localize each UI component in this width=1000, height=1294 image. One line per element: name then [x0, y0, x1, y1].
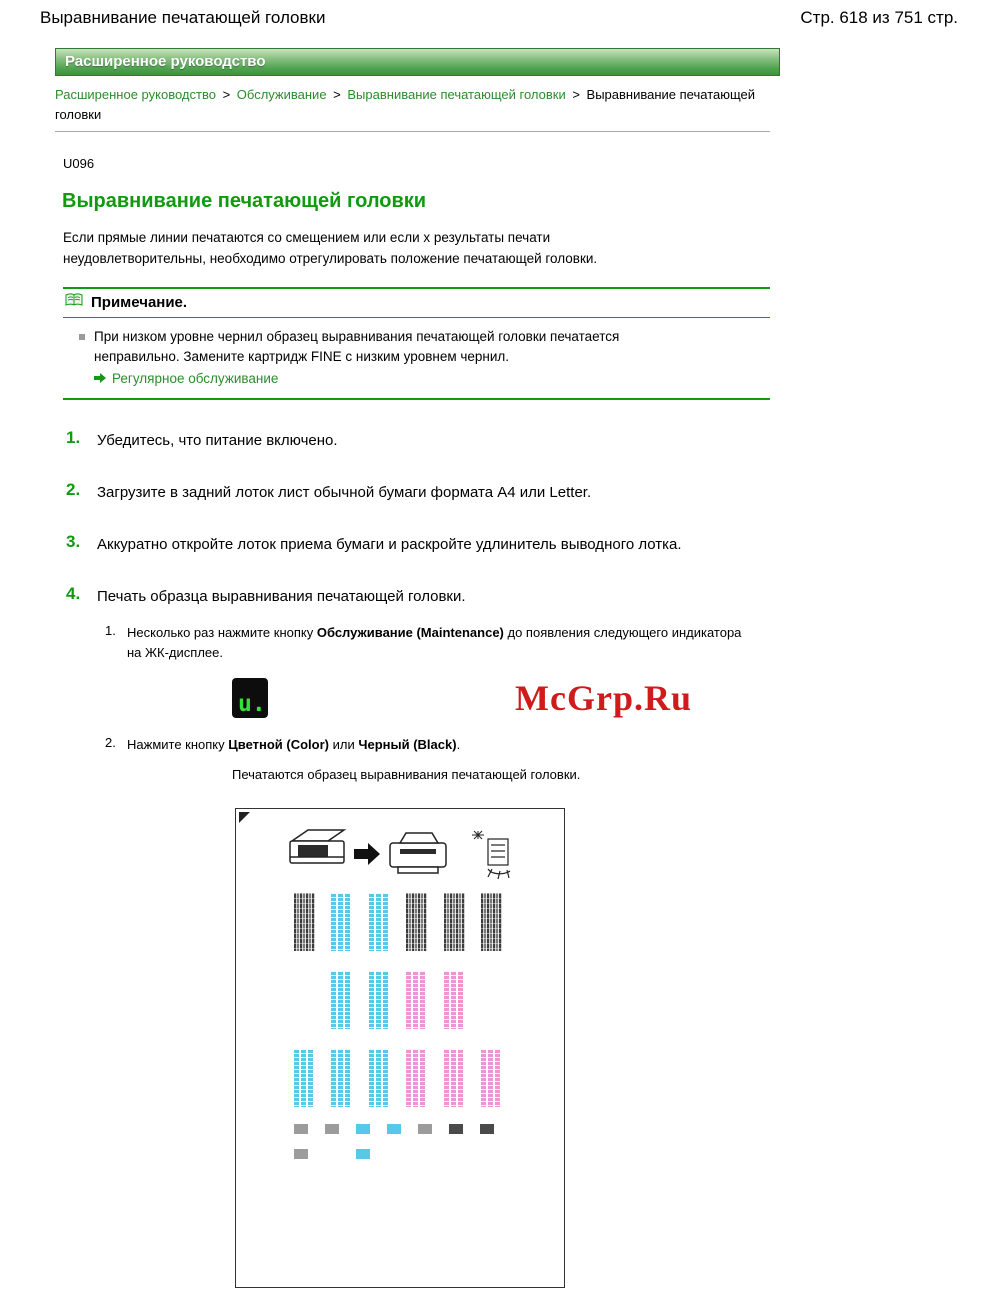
pattern-bar-cyan	[369, 893, 390, 951]
pattern-bar-cyan	[369, 1049, 390, 1107]
pattern-bar-dark	[406, 893, 427, 951]
page-title: Выравнивание печатающей головки	[62, 190, 427, 212]
pattern-bar-cyan	[294, 1049, 315, 1107]
lcd-row	[232, 677, 1000, 719]
substep-text-mid: или	[329, 736, 359, 752]
step-2	[66, 480, 1000, 504]
note-link-row	[94, 371, 770, 386]
substep-text-post: .	[456, 736, 461, 752]
breadcrumb-current: Выравнивание печатающей головки	[55, 87, 756, 122]
step-text: Убедитесь, что питание включено.	[97, 432, 338, 450]
pattern-square-cyan	[356, 1124, 370, 1134]
substep-1	[105, 623, 1000, 663]
pattern-square-cyan	[387, 1124, 401, 1134]
pattern-square-gray	[294, 1124, 308, 1134]
step-3	[66, 532, 1000, 556]
breadcrumb-link-maintenance[interactable]: Обслуживание	[236, 87, 327, 102]
color-button-label: Цветной (Color)	[228, 736, 329, 752]
substeps	[105, 623, 1000, 1287]
substep-text-post: до появления следующего индикатора на ЖК-дисплее.	[127, 625, 742, 661]
step-text: Печать образца выравнивания печатающей головки.	[97, 587, 466, 605]
step-text: Аккуратно откройте лоток приема бумаги и раскройте удлинитель выводного лотка.	[97, 535, 682, 553]
article-code: U096	[63, 156, 95, 171]
breadcrumb-separator: >	[222, 87, 231, 102]
bullet-icon	[79, 334, 85, 340]
step-1	[66, 428, 1000, 452]
watermark: McGrp.Ru	[515, 677, 692, 718]
pattern-bar-dark	[444, 893, 465, 951]
pattern-bar-magenta	[406, 1049, 427, 1107]
book-icon	[65, 293, 83, 312]
step-number: 4.	[66, 583, 81, 603]
pattern-bar-cyan	[331, 1049, 352, 1107]
note-body	[63, 318, 770, 399]
substep-result-text: Печатаются образец выравнивания печатающей головки.	[232, 766, 581, 782]
intro-paragraph: Если прямые линии печатаются со смещением или если х результаты печати неудовлетворительны, необходимо отрегулировать положение печатающей головки.	[63, 230, 598, 266]
guide-banner-label: Расширенное руководство	[65, 53, 266, 70]
arrow-right-icon	[94, 371, 106, 386]
related-link-regular-maintenance[interactable]: Регулярное обслуживание	[112, 371, 279, 387]
pattern-bar-dark	[481, 893, 502, 951]
black-button-label: Черный (Black)	[358, 736, 457, 752]
lcd-display-icon	[232, 678, 268, 718]
step-number: 3.	[66, 531, 81, 551]
substep-2	[105, 735, 1000, 755]
guide-banner	[55, 48, 780, 76]
lcd-glyph: u.	[238, 690, 266, 717]
pattern-bar-dark	[294, 893, 315, 951]
breadcrumb-separator: >	[572, 87, 580, 102]
note-item	[79, 327, 770, 368]
step-number: 1.	[66, 428, 81, 448]
substep-text-pre: Несколько раз нажмите кнопку	[127, 625, 317, 641]
note-box	[63, 287, 770, 401]
page-number: Стр. 618 из 751 стр.	[800, 8, 958, 27]
pattern-bar-magenta	[406, 971, 427, 1029]
pattern-square-gray	[294, 1149, 308, 1159]
corner-mark	[239, 812, 250, 823]
breadcrumb	[55, 85, 770, 124]
pattern-square-dark	[480, 1124, 494, 1134]
pattern-square-gray	[325, 1124, 339, 1134]
arrow-icon	[354, 843, 380, 865]
step-text: Загрузите в задний лоток лист обычной бумаги формата A4 или Letter.	[97, 484, 592, 502]
document-title: Выравнивание печатающей головки	[40, 8, 326, 27]
alignment-pattern-image	[235, 808, 565, 1288]
page-header	[0, 0, 1000, 28]
substep-number: 1.	[105, 623, 116, 639]
printer-illustration	[282, 825, 526, 885]
pattern-bar-cyan	[331, 893, 352, 951]
breadcrumb-link-guide[interactable]: Расширенное руководство	[55, 87, 216, 102]
pattern-bar-magenta	[481, 1049, 502, 1107]
note-header	[63, 289, 770, 318]
pattern-bar-magenta	[444, 1049, 465, 1107]
pattern-square-gray	[418, 1124, 432, 1134]
pattern-bar-cyan	[369, 971, 390, 1029]
note-text: При низком уровне чернил образец выравнивания печатающей головки печатается неправильно. Замените картридж FINE с низким уровнем чернил.	[94, 328, 620, 365]
pattern-bar-magenta	[444, 971, 465, 1029]
divider	[55, 131, 770, 132]
breadcrumb-link-alignment[interactable]: Выравнивание печатающей головки	[347, 87, 566, 102]
breadcrumb-separator: >	[333, 87, 341, 102]
step-number: 2.	[66, 480, 81, 500]
pattern-square-dark	[449, 1124, 463, 1134]
pattern-bar-cyan	[331, 971, 352, 1029]
maintenance-button-label: Обслуживание (Maintenance)	[316, 625, 504, 641]
note-title: Примечание.	[91, 293, 188, 311]
substep-text	[127, 735, 460, 755]
pattern-square-cyan	[356, 1149, 370, 1159]
article	[0, 156, 1000, 1288]
step-4	[66, 584, 1000, 608]
substep-text-pre: Нажмите кнопку	[127, 736, 229, 752]
substep-number: 2.	[105, 734, 116, 750]
substep-text	[127, 623, 757, 663]
